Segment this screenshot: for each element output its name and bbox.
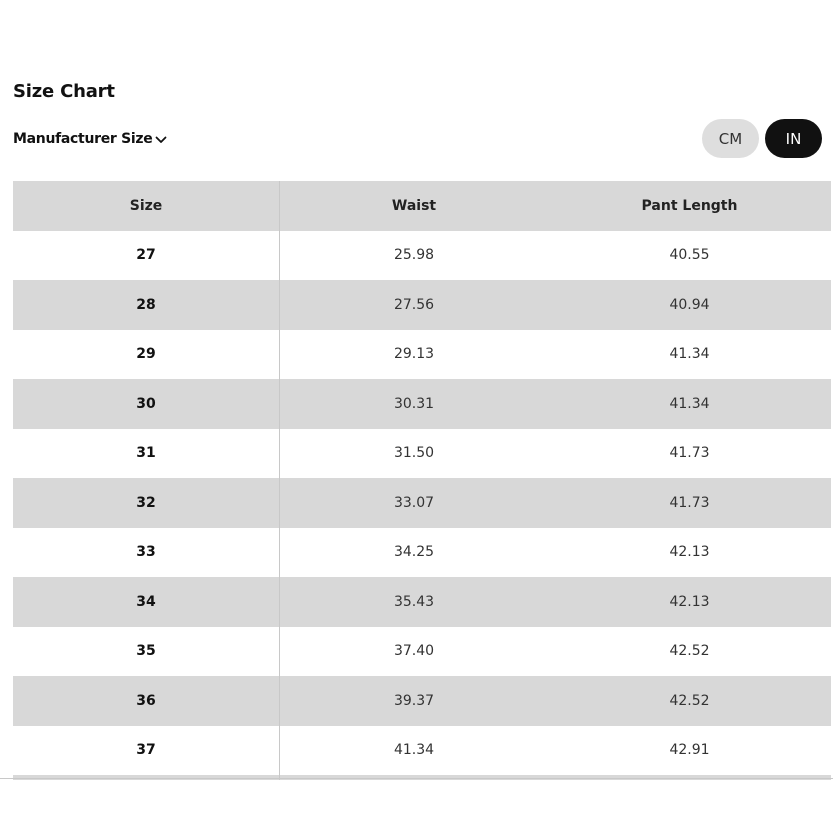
size-cell: 29 — [13, 330, 280, 380]
pant-length-cell: 42.91 — [669, 742, 710, 759]
table-row — [13, 627, 831, 677]
header-pant-length: Pant Length — [641, 197, 738, 214]
unit-cm-button[interactable]: CM — [702, 119, 759, 158]
waist-cell: 33.07 — [393, 494, 435, 511]
pant-length-cell: 42.13 — [669, 544, 710, 561]
table-row — [13, 231, 831, 281]
table-header-row — [13, 181, 831, 231]
size-cell: 31 — [13, 429, 280, 479]
chevron-down-icon — [155, 134, 167, 146]
table-row — [13, 577, 831, 627]
unit-toggle — [702, 119, 822, 158]
pant-length-cell: 42.13 — [669, 593, 710, 610]
waist-cell: 39.37 — [393, 692, 435, 709]
size-cell: 37 — [13, 726, 280, 776]
size-cell: 34 — [13, 577, 280, 627]
pant-length-cell: 41.34 — [669, 395, 710, 412]
table-row — [13, 379, 831, 429]
waist-cell: 37.40 — [393, 643, 435, 660]
manufacturer-size-label: Manufacturer Size — [13, 131, 153, 147]
table-row — [13, 528, 831, 578]
size-cell: 35 — [13, 627, 280, 677]
table-row — [13, 726, 831, 776]
waist-cell: 41.34 — [393, 742, 435, 759]
waist-cell: 31.50 — [393, 445, 435, 462]
waist-cell: 30.31 — [393, 395, 435, 412]
table-row — [13, 280, 831, 330]
pant-length-cell: 42.52 — [669, 692, 710, 709]
unit-in-button[interactable]: IN — [765, 119, 822, 158]
waist-cell: 35.43 — [393, 593, 435, 610]
pant-length-cell: 42.52 — [669, 643, 710, 660]
pant-length-cell: 41.34 — [669, 346, 710, 363]
header-size: Size — [13, 181, 280, 231]
waist-cell: 34.25 — [393, 544, 435, 561]
size-cell: 33 — [13, 528, 280, 578]
pant-length-cell: 41.73 — [669, 494, 710, 511]
size-cell: 36 — [13, 676, 280, 726]
waist-cell: 29.13 — [393, 346, 435, 363]
size-cell: 27 — [13, 231, 280, 281]
table-row — [13, 676, 831, 726]
bottom-divider — [0, 778, 833, 779]
size-chart-title: Size Chart — [13, 81, 115, 102]
pant-length-cell: 41.73 — [669, 445, 710, 462]
waist-cell: 25.98 — [393, 247, 435, 264]
waist-cell: 27.56 — [393, 296, 435, 313]
table-row — [13, 429, 831, 479]
size-table — [13, 181, 831, 780]
manufacturer-size-dropdown[interactable] — [13, 128, 167, 150]
size-cell: 28 — [13, 280, 280, 330]
size-cell: 32 — [13, 478, 280, 528]
table-row — [13, 478, 831, 528]
pant-length-cell: 40.55 — [669, 247, 710, 264]
header-waist: Waist — [391, 197, 437, 214]
size-cell: 30 — [13, 379, 280, 429]
pant-length-cell: 40.94 — [669, 296, 710, 313]
table-row — [13, 330, 831, 380]
